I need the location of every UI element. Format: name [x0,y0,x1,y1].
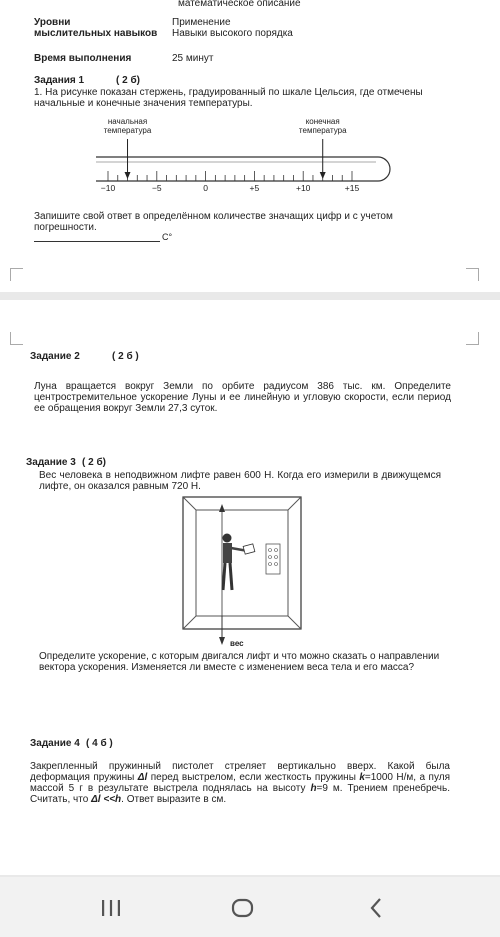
elevator-figure [182,496,302,648]
task3-question: Определите ускорение, с которым двигался лифт и что можно сказать о направлении вектора ускорения. Изменяется ли вместе с изменением веса тела и его масса? [39,651,440,673]
thermometer-figure [90,117,400,197]
end-temperature-arrow-head [320,172,326,179]
task4-title: Задание 4 [30,738,80,749]
recent-apps-button[interactable] [96,895,126,921]
start-temperature-label: температура [103,126,152,135]
task3-points: ( 2 б) [82,457,106,468]
task4-text-part: Закрепленный пружинный пистолет стреляет вертикально вверх. Какой была деформация пружины [30,761,450,783]
task1-points: ( 2 б) [116,75,140,86]
task4-text [30,761,450,805]
task2-title: Задание 2 [30,351,80,362]
time-value: 25 минут [172,53,214,64]
recent-apps-icon [96,895,126,921]
crop-mark [466,268,479,281]
task4-text-part: . Ответ выразите в см. [121,794,227,805]
crop-mark [10,268,23,281]
crop-mark [466,332,479,345]
header-text: математическое описание [178,0,301,9]
task4-points: ( 4 б ) [86,738,113,749]
end-temperature-label: конечная [305,117,340,126]
worksheet-page-1 [0,0,500,292]
levels-value: Применение Навыки высокого порядка [172,17,293,39]
task1-text: 1. На рисунке показан стержень, градуированный по шкале Цельсия, где отмечены начальные и конечные значения температуры. [34,87,423,109]
task4-text-part: =9 м. Трением пренебречь. Считать, что [30,783,450,805]
start-temperature-label: начальная [107,117,148,126]
start-temperature-arrow-head [125,172,131,179]
scale-tick-label: +15 [344,183,360,193]
task4-text-part: =1000 Н/м, а пуля массой 5 г в результате выстрела поднялась на высоту [30,772,450,794]
symbol-h: h [310,783,317,794]
symbol-condition: Δl <<h [91,794,122,805]
symbol-delta-l: Δl [137,772,148,783]
end-temperature-label: температура [298,126,347,135]
back-icon [362,895,392,921]
home-button[interactable] [228,895,258,921]
thermometer-rod [96,157,390,181]
task2-points: ( 2 б ) [112,351,139,362]
task3-text: Вес человека в неподвижном лифте равен 600 Н. Когда его измерили в движущемся лифте, он оказался равным 720 Н. [39,470,441,492]
task1-title: Задания 1 [34,75,85,86]
scale-tick-label: 0 [203,183,208,193]
task3-title: Задание 3 [26,457,76,468]
scale-tick-label: −5 [151,183,162,193]
answer-instruction: Запишите свой ответ в определённом количестве значащих цифр и с учетом погрешности. [34,211,393,233]
scale-tick-label: +5 [249,183,260,193]
scale-tick-label: +10 [295,183,311,193]
answer-unit: C° [162,232,173,242]
task4-text-part: перед выстрелом, если жесткость пружины [147,772,360,783]
navigation-bar [0,877,500,937]
scale-tick-label: −10 [100,183,116,193]
levels-label: Уровни мыслительных навыков [34,17,158,39]
back-button[interactable] [362,895,392,921]
weight-label: вес [230,639,244,648]
answer-line [34,241,160,242]
crop-mark [10,332,23,345]
home-icon [228,895,258,921]
time-label: Время выполнения [34,53,132,64]
symbol-k: k [359,772,365,783]
worksheet-page-2 [0,300,500,875]
task2-text: Луна вращается вокруг Земли по орбите радиусом 386 тыс. км. Определите центростремительное ускорение Луны и ее линейную и угловую скорости, если период ее обращения вокруг Земли 27,3 суток. [34,381,451,414]
